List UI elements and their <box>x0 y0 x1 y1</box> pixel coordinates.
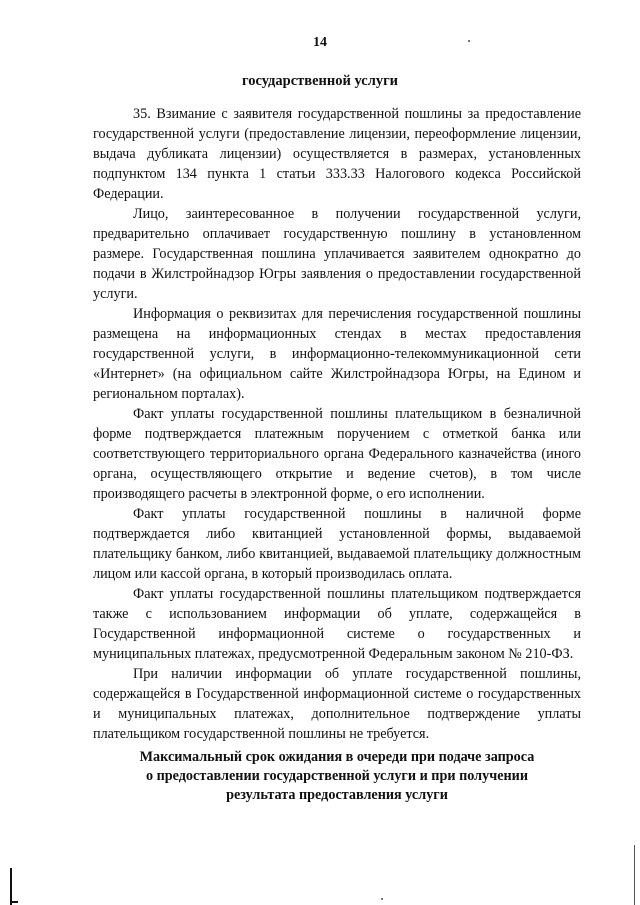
scan-artifact-left-edge <box>10 868 12 905</box>
paragraph-prepayment: Лицо, заинтересованное в получении государственной услуги, предварительно оплачивает государственную пошлину в установленном размере. Государственная пошлина уплачивается заявителем однократно до подачи в Жилстройнадзор Югры заявления о предоставлении государственной услуги. <box>93 206 581 302</box>
heading-line: Максимальный срок ожидания в очереди при подаче запроса <box>139 749 535 765</box>
scan-speck <box>381 898 383 900</box>
paragraph-payment-details: Информация о реквизитах для перечисления государственной пошлины размещена на информационных стендах в местах предоставления государственной услуги, в информационно-телекоммуникационной сети «Интернет» (на официальном сайте Жилстройнадзора Югры, на Едином и региональном порталах). <box>93 306 581 402</box>
heading-line: о предоставлении государственной услуги и при получении <box>145 768 529 784</box>
page-number: 14 <box>313 35 327 50</box>
paragraph-no-extra-confirmation: При наличии информации об уплате государственной пошлины, содержащейся в Государственной информационной системе о государственных и муниципальных платежах, дополнительное подтверждение уплаты плательщиком государственной пошлины не требуется. <box>93 666 581 742</box>
section-heading-continuation: государственной услуги <box>241 73 399 89</box>
scan-artifact-left-foot <box>10 901 18 903</box>
paragraph-cashless-payment: Факт уплаты государственной пошлины плательщиком в безналичной форме подтверждается платежным поручением с отметкой банка или соответствующего территориального органа Федерального казначейства (иного органа, осуществляющего открытие и ведение счетов), в том числе производящего расчеты в электронной форме, о его исполнении. <box>93 406 581 502</box>
paragraph-cash-payment: Факт уплаты государственной пошлины в наличной форме подтверждается либо квитанцией установленной формы, выдаваемой плательщику банком, либо квитанцией, выдаваемой плательщику должностным лицом или кассой органа, в который производилась оплата. <box>93 506 581 582</box>
scan-artifact-right-edge <box>634 845 635 905</box>
heading-line: результата предоставления услуги <box>226 787 448 803</box>
scan-speck <box>468 40 470 42</box>
paragraph-fee-collection: 35. Взимание с заявителя государственной пошлины за предоставление государственной услуги (предоставление лицензии, переоформление лицензии, выдача дубликата лицензии) осуществляется в размерах, установленных подпунктом 134 пункта 1 статьи 333.33 Налогового кодекса Российской Федерации. <box>93 106 581 202</box>
paragraph-gis-confirmation: Факт уплаты государственной пошлины плательщиком подтверждается также с использованием информации об уплате, содержащейся в Государственной информационной системе о государственных и муниципальных платежах, предусмотренной Федеральным законом № 210-ФЗ. <box>93 586 581 662</box>
section-heading-queue-time <box>93 748 581 805</box>
document-body <box>93 104 581 744</box>
